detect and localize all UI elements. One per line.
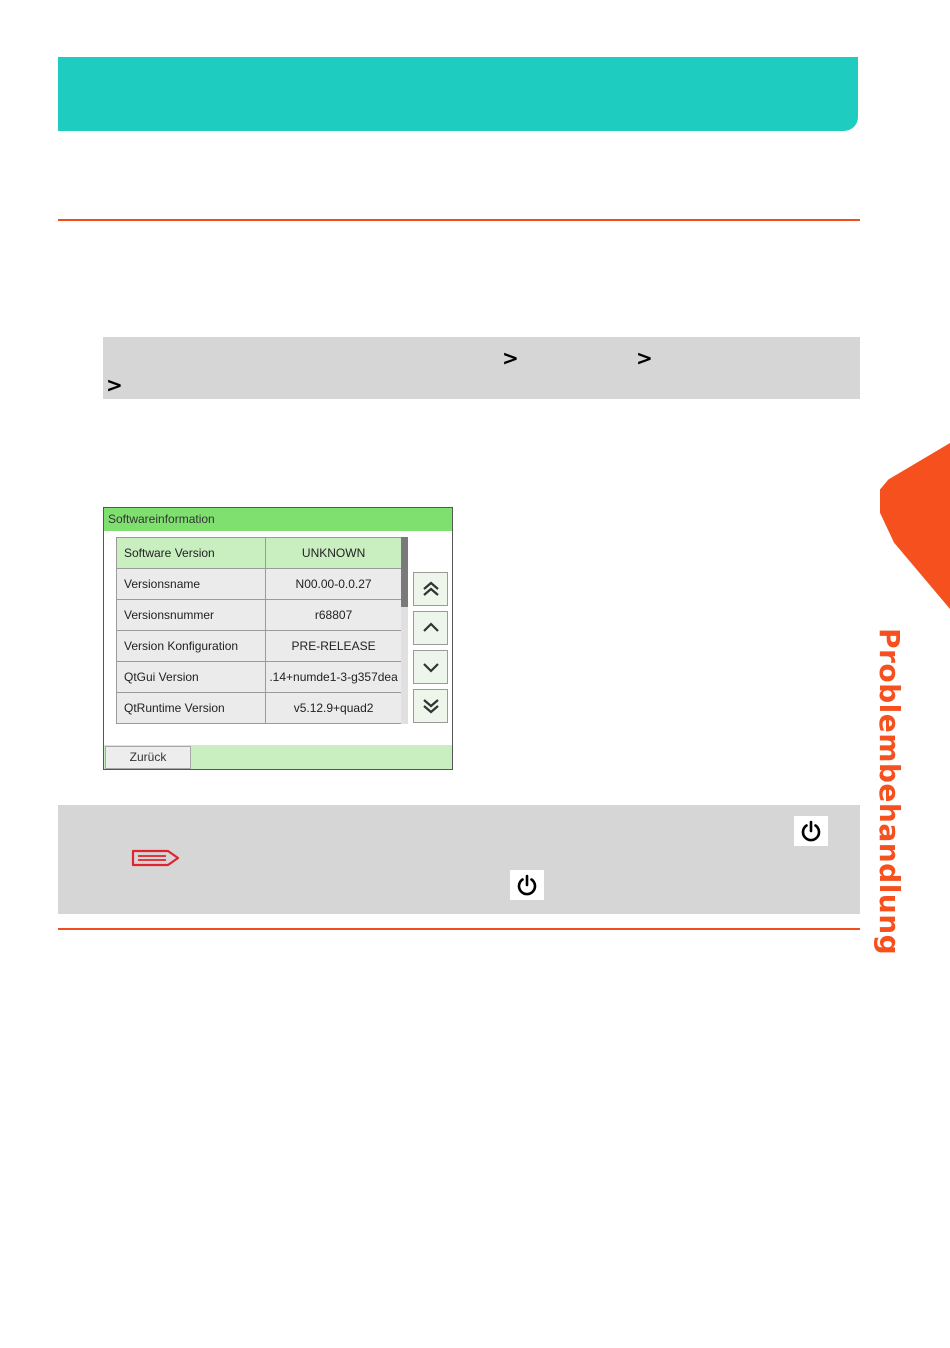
scrollbar[interactable] — [401, 537, 408, 724]
row-value: UNKNOWN — [266, 538, 402, 569]
section-rule-top — [58, 219, 860, 221]
table-row[interactable] — [117, 662, 402, 693]
row-value: r68807 — [266, 600, 402, 631]
scrollbar-thumb[interactable] — [401, 537, 408, 607]
scroll-top-button[interactable] — [413, 572, 448, 606]
scroll-up-button[interactable] — [413, 611, 448, 645]
row-value: PRE-RELEASE — [266, 631, 402, 662]
device-screen — [103, 507, 453, 770]
software-info-table — [116, 537, 402, 724]
note-box — [58, 805, 860, 914]
double-chevron-down-icon — [421, 696, 441, 716]
power-icon — [794, 816, 828, 846]
chevron-down-icon — [421, 657, 441, 677]
path-separator: > — [502, 346, 519, 370]
table-row[interactable] — [117, 569, 402, 600]
row-label: QtRuntime Version — [117, 693, 266, 724]
row-label: Version Konfiguration — [117, 631, 266, 662]
row-label: QtGui Version — [117, 662, 266, 693]
chapter-tab-label: Problembehandlung — [873, 628, 906, 956]
row-value: v5.12.9+quad2 — [266, 693, 402, 724]
row-label: Software Version — [117, 538, 266, 569]
table-row[interactable] — [117, 693, 402, 724]
path-separator: > — [106, 373, 123, 397]
menu-path-box — [103, 337, 860, 399]
table-row[interactable] — [117, 600, 402, 631]
row-value: .14+numde1-3-g357dea — [266, 662, 402, 693]
note-pencil-icon — [130, 847, 182, 869]
row-label: Versionsnummer — [117, 600, 266, 631]
chapter-tab — [880, 443, 950, 609]
table-row[interactable] — [117, 631, 402, 662]
row-value: N00.00-0.0.27 — [266, 569, 402, 600]
double-chevron-up-icon — [421, 579, 441, 599]
row-label: Versionsname — [117, 569, 266, 600]
header-band — [58, 57, 858, 131]
chevron-up-icon — [421, 618, 441, 638]
section-rule-bottom — [58, 928, 860, 930]
table-row[interactable] — [117, 538, 402, 569]
back-button[interactable]: Zurück — [105, 746, 191, 769]
scroll-bottom-button[interactable] — [413, 689, 448, 723]
power-icon — [510, 870, 544, 900]
scroll-down-button[interactable] — [413, 650, 448, 684]
path-separator: > — [636, 346, 653, 370]
screen-title: Softwareinformation — [104, 508, 452, 531]
